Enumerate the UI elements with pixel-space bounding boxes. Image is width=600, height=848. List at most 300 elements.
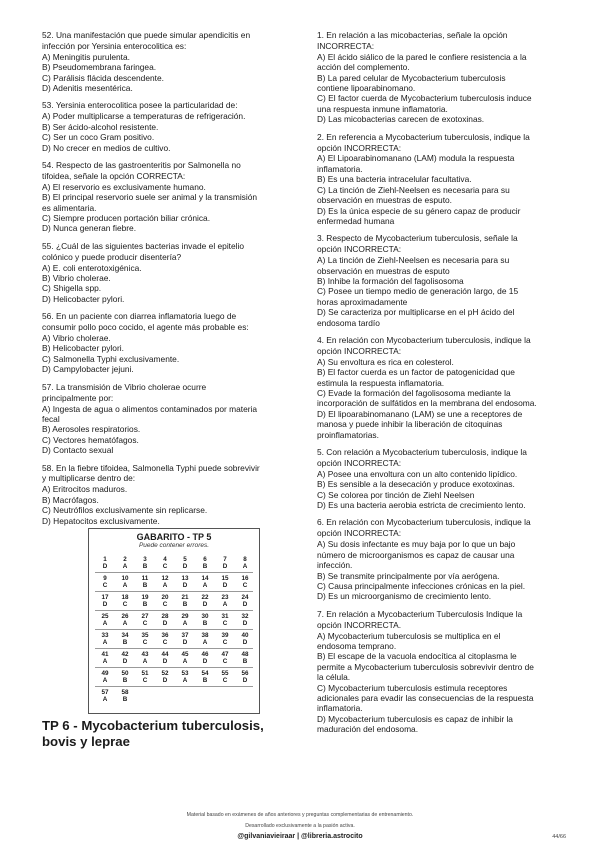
answer-option: A) El Lipoarabinomanano (LAM) modula la respuesta (317, 153, 515, 164)
answer-option: permite a Mycobacterium tuberculosis sobrevivir dentro de (317, 661, 534, 672)
answer-option: B) El escape de la vacuola endocítica al citoplasma le (317, 651, 517, 662)
answer-option: infección. (317, 560, 353, 571)
answer-key-number: 18 (121, 594, 129, 601)
question (317, 233, 575, 328)
answer-option: D) Mycobacterium tuberculosis es capaz de inhibir la (317, 713, 513, 724)
answer-option: D) Adenitis mesentérica. (42, 83, 133, 94)
answer-key-letter: A (122, 620, 128, 627)
answer-key-cell (135, 594, 155, 608)
right-column (317, 30, 575, 742)
answer-key-number: 32 (241, 613, 249, 620)
answer-key-number: 52 (161, 670, 169, 677)
answer-option: C) Ser un coco Gram positivo. (42, 132, 155, 143)
answer-key-number: 49 (101, 670, 109, 677)
answer-key-title: GABARITO - TP 5 (136, 532, 212, 542)
question (42, 160, 300, 234)
question-stem: infección por Yersinia enterocolitica es: (42, 40, 187, 51)
answer-key-number: 57 (101, 689, 109, 696)
answer-key-number: 6 (203, 556, 207, 563)
answer-key-number: 5 (183, 556, 187, 563)
answer-key-letter: A (142, 658, 148, 665)
answer-key-number: 43 (141, 651, 149, 658)
answer-key-number: 1 (103, 556, 107, 563)
answer-option: D) Helicobacter pylori. (42, 293, 125, 304)
answer-key-number: 16 (241, 575, 249, 582)
answer-option: D) Se caracteriza por multiplicarse en el pH ácido del (317, 307, 515, 318)
question-stem: 3. Respecto de Mycobacterium tuberculosis, señale la (317, 233, 518, 244)
answer-key-letter: A (122, 563, 128, 570)
answer-key-cell (215, 670, 235, 684)
question-stem: colónico y puede producir disentería? (42, 251, 182, 262)
answer-option: inflamatoria. (317, 163, 363, 174)
left-column (42, 30, 300, 533)
answer-key-letter: C (122, 601, 128, 608)
answer-key-divider (95, 572, 253, 573)
answer-key-number: 10 (121, 575, 129, 582)
answer-key-box (88, 528, 260, 714)
answer-option: B) Ser ácido-alcohol resistente. (42, 121, 159, 132)
answer-option: A) El reservorio es exclusivamente humano. (42, 181, 206, 192)
footer-social-handles: @gilvaniavieiraar | @libreria.astrocito (237, 833, 363, 840)
answer-key-number: 26 (121, 613, 129, 620)
answer-key-cell (175, 556, 195, 570)
answer-option: A) Su dosis infectante es muy baja por lo que un bajo (317, 539, 516, 550)
answer-key-cell (175, 575, 195, 589)
answer-key-number: 19 (141, 594, 149, 601)
answer-option: A) La tinción de Ziehl-Neelsen es necesaria para su (317, 255, 510, 266)
question (317, 609, 575, 735)
answer-key-cell (135, 651, 155, 665)
answer-key-number: 38 (201, 632, 209, 639)
answer-key-number: 8 (243, 556, 247, 563)
answer-key-number: 27 (141, 613, 149, 620)
answer-option: A) El ácido siálico de la pared le confiere resistencia a la (317, 51, 527, 62)
answer-key-divider (95, 629, 253, 630)
answer-key-cell (155, 556, 175, 570)
question-stem: INCORRECTA: (317, 40, 375, 51)
answer-key-cell (215, 632, 235, 646)
answer-key-letter: B (122, 639, 128, 646)
answer-key-letter: C (142, 639, 148, 646)
answer-key-number: 7 (223, 556, 227, 563)
answer-option: C) Posee un tiempo medio de generación largo, de 15 (317, 286, 519, 297)
answer-key-letter: B (122, 696, 128, 703)
answer-key-cell (135, 670, 155, 684)
answer-key-cell (155, 670, 175, 684)
answer-option: inflamatoria. (317, 703, 363, 714)
question (42, 30, 300, 93)
answer-key-cell (95, 632, 115, 646)
answer-key-letter: A (182, 677, 188, 684)
answer-key-letter: A (182, 620, 188, 627)
answer-key-letter: B (202, 620, 208, 627)
footer-note: Material basado en exámenes de años anteriores y preguntas complementarias de entrenamiento. (186, 812, 414, 818)
answer-option: B) Es sensible a la desecación y produce exotoxinas. (317, 479, 515, 490)
answer-option: D) Es la única especie de su género capaz de producir (317, 205, 521, 216)
answer-option: incorporación de sulfátidos en la membrana del endosoma. (317, 398, 537, 409)
answer-key-divider (95, 591, 253, 592)
answer-key-number: 55 (221, 670, 229, 677)
question-stem: 6. En relación con Mycobacterium tuberculosis, indique la (317, 517, 531, 528)
answer-option: D) El lipoarabinomanano (LAM) se une a receptores de (317, 408, 523, 419)
answer-key-number: 35 (141, 632, 149, 639)
answer-key-letter: A (102, 696, 108, 703)
answer-key-letter: B (202, 563, 208, 570)
question-stem: opción INCORRECTA: (317, 142, 402, 153)
answer-key-letter: A (102, 639, 108, 646)
answer-key-letter: B (182, 601, 188, 608)
question-stem: 56. En un paciente con diarrea inflamatoria luego de (42, 311, 237, 322)
question-stem: 52. Una manifestación que puede simular apendicitis en (42, 30, 251, 40)
answer-key-cell (155, 594, 175, 608)
answer-option: C) Causa principalmente infecciones crónicas en la piel. (317, 580, 526, 591)
answer-option: A) Su envoltura es rica en colesterol. (317, 356, 454, 367)
question-stem: principalmente por: (42, 392, 114, 403)
answer-option: adicionales para evadir las consecuencias de la respuesta (317, 692, 534, 703)
answer-option: D) Campylobacter jejuni. (42, 364, 134, 375)
answer-key-cell (235, 670, 255, 684)
answer-key-letter: C (222, 658, 228, 665)
answer-option: D) Contacto sexual (42, 445, 114, 456)
answer-key-letter: D (242, 677, 248, 684)
answer-key-letter: A (102, 658, 108, 665)
answer-key-letter: A (202, 582, 208, 589)
answer-key-cell (195, 556, 215, 570)
question-stem: opción INCORRECTA: (317, 457, 402, 468)
question-stem: tifoidea, señale la opción CORRECTA: (42, 170, 186, 181)
answer-option: B) Es una bacteria intracelular facultativa. (317, 174, 472, 185)
answer-key-number: 28 (161, 613, 169, 620)
answer-key-letter: C (222, 639, 228, 646)
answer-key-number: 48 (241, 651, 249, 658)
answer-key-letter: B (142, 563, 148, 570)
answer-key-number: 45 (181, 651, 189, 658)
answer-key-cell (135, 613, 155, 627)
answer-key-letter: C (222, 677, 228, 684)
answer-option: maduración del endosoma. (317, 724, 419, 735)
answer-key-cell (215, 556, 235, 570)
answer-key-cell (175, 632, 195, 646)
answer-key-letter: D (242, 639, 248, 646)
answer-option: endosoma tardío (317, 317, 380, 328)
question-stem: opción INCORRECTA: (317, 345, 402, 356)
answer-key-letter: C (142, 677, 148, 684)
answer-key-number: 58 (121, 689, 129, 696)
answer-option: A) E. coli enterotoxigénica. (42, 262, 142, 273)
answer-key-cell (235, 575, 255, 589)
answer-key-number: 23 (221, 594, 229, 601)
answer-key-number: 53 (181, 670, 189, 677)
question (42, 241, 300, 304)
answer-option: contiene lipoarabinomano. (317, 83, 416, 94)
question (42, 311, 300, 374)
section-title (42, 718, 302, 750)
answer-key-number: 9 (103, 575, 107, 582)
answer-key-letter: D (162, 620, 168, 627)
answer-key-letter: A (102, 677, 108, 684)
question-stem: 4. En relación con Mycobacterium tuberculosis, indique la (317, 334, 531, 345)
answer-key-number: 12 (161, 575, 169, 582)
answer-key-letter: C (142, 620, 148, 627)
answer-key-cell (215, 613, 235, 627)
answer-option: B) Macrófagos. (42, 494, 99, 505)
answer-key-cell (195, 651, 215, 665)
answer-key-divider (95, 667, 253, 668)
answer-key-cell (175, 670, 195, 684)
answer-option: A) Ingesta de agua o alimentos contaminados por materia (42, 403, 258, 414)
answer-option: A) Eritrocitos maduros. (42, 484, 128, 495)
answer-key-letter: C (102, 582, 108, 589)
answer-key-number: 42 (121, 651, 129, 658)
answer-key-cell (95, 556, 115, 570)
answer-key-letter: D (102, 601, 108, 608)
answer-key-letter: B (242, 658, 248, 665)
answer-option: C) Se colorea por tinción de Ziehl Neelsen (317, 489, 475, 500)
answer-key-number: 2 (123, 556, 127, 563)
answer-option: C) Neutrófilos exclusivamente sin replicarse. (42, 505, 208, 516)
answer-key-number: 3 (143, 556, 147, 563)
answer-key-letter: B (202, 677, 208, 684)
question (42, 463, 300, 526)
answer-option: número de microorganismos es capaz de causar una (317, 549, 515, 560)
answer-key-letter: A (122, 582, 128, 589)
answer-key-letter: C (222, 620, 228, 627)
answer-key-cell (195, 594, 215, 608)
answer-key-letter: A (182, 658, 188, 665)
answer-key-cell (175, 651, 195, 665)
answer-key-letter: D (182, 563, 188, 570)
answer-option: D) Nunca generan fiebre. (42, 223, 137, 234)
answer-option: estimula la respuesta inflamatoria. (317, 377, 445, 388)
answer-key-number: 21 (181, 594, 189, 601)
question (42, 382, 300, 456)
answer-key-cell (175, 594, 195, 608)
answer-key-letter: B (142, 601, 148, 608)
answer-key-cell (95, 594, 115, 608)
answer-key-number: 54 (201, 670, 209, 677)
answer-option: C) El factor cuerda de Mycobacterium tuberculosis induce (317, 93, 532, 104)
answer-key-letter: D (242, 601, 248, 608)
answer-key-letter: D (102, 563, 108, 570)
question-stem: 1. En relación a las micobacterias, señale la opción (317, 30, 508, 40)
answer-key-cell (155, 632, 175, 646)
answer-key-number: 31 (221, 613, 229, 620)
answer-key-number: 11 (141, 575, 149, 582)
answer-key-cell (115, 632, 135, 646)
answer-key-letter: A (242, 563, 248, 570)
answer-key-cell (235, 594, 255, 608)
answer-key-cell (135, 575, 155, 589)
section-title-line: bovis y leprae (42, 734, 130, 749)
answer-key-letter: D (162, 677, 168, 684)
answer-key-letter: D (182, 582, 188, 589)
answer-key-letter: C (162, 601, 168, 608)
answer-option: A) Poder multiplicarse a temperaturas de refrigeración. (42, 111, 246, 122)
answer-key-number: 22 (201, 594, 209, 601)
answer-option: C) Salmonella Typhi exclusivamente. (42, 353, 180, 364)
answer-key-cell (95, 613, 115, 627)
answer-option: endosoma temprano. (317, 640, 397, 651)
answer-key-number: 50 (121, 670, 129, 677)
answer-key-number: 17 (101, 594, 109, 601)
answer-option: D) Hepatocitos exclusivamente. (42, 515, 160, 526)
answer-option: observación en muestras de esputo. (317, 195, 453, 206)
answer-option: manosa y puede inhibir la liberación de citoquinas (317, 419, 503, 430)
answer-key-cell (215, 575, 235, 589)
question-stem: 55. ¿Cuál de las siguientes bacterias invade el epitelio (42, 240, 245, 251)
answer-key-cell (95, 670, 115, 684)
answer-key-divider (95, 648, 253, 649)
answer-key-cell (215, 594, 235, 608)
answer-option: D) No crecer en medios de cultivo. (42, 142, 171, 153)
answer-option: una respuesta inmune inflamatoria. (317, 103, 448, 114)
answer-key-letter: A (202, 639, 208, 646)
answer-key-number: 4 (163, 556, 167, 563)
question-stem: 58. En la fiebre tifoidea, Salmonella Typhi puede sobrevivir (42, 462, 260, 473)
answer-key-number: 40 (241, 632, 249, 639)
answer-option: A) Posee una envoltura con un alto contenido lipídico. (317, 468, 518, 479)
answer-key-number: 14 (201, 575, 209, 582)
answer-key-letter: D (222, 582, 228, 589)
answer-option: B) Aerosoles respiratorios. (42, 424, 141, 435)
question-stem: 7. En relación a Mycobacterium Tuberculosis Indique la (317, 608, 523, 619)
answer-key-cell (155, 613, 175, 627)
answer-key-letter: C (162, 563, 168, 570)
question (42, 100, 300, 153)
answer-option: B) El principal reservorio suele ser animal y la transmisión (42, 192, 258, 203)
section-title-line: TP 6 - Mycobacterium tuberculosis, (42, 718, 264, 733)
answer-option: D) Es un microorganismo de crecimiento lento. (317, 591, 492, 602)
answer-key-letter: D (182, 639, 188, 646)
answer-option: B) Helicobacter pylori. (42, 343, 124, 354)
answer-key-cell (115, 670, 135, 684)
answer-key-number: 46 (201, 651, 209, 658)
answer-key-number: 44 (161, 651, 169, 658)
answer-option: A) Meningitis purulenta. (42, 51, 130, 62)
answer-option: fecal (42, 413, 60, 424)
answer-option: B) Se transmite principalmente por vía aerógena. (317, 570, 500, 581)
answer-key-letter: A (102, 620, 108, 627)
answer-key-number: 15 (221, 575, 229, 582)
question (317, 447, 575, 510)
answer-key-number: 29 (181, 613, 189, 620)
answer-option: B) Pseudomembrana faringea. (42, 62, 157, 73)
answer-option: horas aproximadamente (317, 296, 408, 307)
answer-key-letter: B (142, 582, 148, 589)
answer-key-number: 41 (101, 651, 109, 658)
answer-key-cell (95, 689, 115, 703)
answer-key-number: 51 (141, 670, 149, 677)
answer-key-letter: C (242, 582, 248, 589)
answer-key-cell (235, 632, 255, 646)
answer-key-cell (135, 556, 155, 570)
answer-key-cell (175, 613, 195, 627)
answer-key-number: 47 (221, 651, 229, 658)
question (317, 335, 575, 440)
answer-key-subtitle: Puede contener errores. (138, 542, 210, 549)
answer-key-cell (115, 689, 135, 703)
answer-option: A) Vibrio cholerae. (42, 333, 111, 344)
answer-key-number: 34 (121, 632, 129, 639)
answer-key-number: 20 (161, 594, 169, 601)
answer-key-cell (115, 575, 135, 589)
question-stem: opción INCORRECTA: (317, 244, 402, 255)
answer-key-cell (155, 651, 175, 665)
answer-key-cell (195, 632, 215, 646)
answer-key-number: 24 (241, 594, 249, 601)
answer-key-cell (195, 575, 215, 589)
answer-option: la célula. (317, 672, 351, 683)
answer-key-cell (235, 651, 255, 665)
question-stem: 5. Con relación a Mycobacterium tuberculosis, indique la (317, 447, 527, 458)
answer-key-cell (135, 632, 155, 646)
answer-key-divider (95, 610, 253, 611)
answer-option: acción del complemento. (317, 62, 410, 73)
footer-note-2: Desarrollado exclusivamente a la pasión activa. (245, 823, 355, 829)
answer-key-letter: A (162, 582, 168, 589)
answer-key-cell (115, 651, 135, 665)
question (317, 30, 575, 125)
answer-option: enfermedad humana (317, 215, 395, 226)
answer-key-cell (115, 594, 135, 608)
answer-option: C) Evade la formación del fagolisosoma mediante la (317, 388, 511, 398)
answer-key-letter: A (222, 601, 228, 608)
answer-key-cell (115, 556, 135, 570)
answer-key-number: 33 (101, 632, 109, 639)
answer-key-cell (95, 651, 115, 665)
answer-option: C) Shigella spp. (42, 283, 102, 294)
question (317, 517, 575, 601)
question (317, 132, 575, 227)
answer-key-cell (235, 556, 255, 570)
question-stem: opción INCORRECTA: (317, 528, 402, 539)
answer-key-cell (195, 670, 215, 684)
answer-key-letter: C (162, 639, 168, 646)
page-number: 44/66 (552, 834, 566, 840)
answer-option: D) Las micobacterias carecen de exotoxinas. (317, 114, 485, 125)
answer-option: C) Vectores hematófagos. (42, 434, 139, 445)
answer-key-letter: D (162, 658, 168, 665)
answer-option: A) Mycobacterium tuberculosis se multiplica en el (317, 630, 501, 641)
question-stem: 2. En referencia a Mycobacterium tuberculosis, indique la (317, 131, 530, 142)
answer-key-number: 13 (181, 575, 189, 582)
question-stem: consumir pollo poco cocido, el agente más probable es: (42, 322, 249, 333)
question-stem: 57. La transmisión de Vibrio cholerae ocurre (42, 381, 207, 392)
answer-key-cell (195, 613, 215, 627)
answer-key-letter: D (202, 658, 208, 665)
answer-option: C) Parálisis flácida descendente. (42, 72, 164, 83)
answer-key-letter: D (242, 620, 248, 627)
answer-key-letter: D (222, 563, 228, 570)
answer-key-letter: D (202, 601, 208, 608)
answer-option: C) La tinción de Ziehl-Neelsen es necesaria para su (317, 184, 510, 195)
answer-option: B) Inhibe la formación del fagolisosoma (317, 275, 464, 286)
answer-option: proinflamatorias. (317, 429, 379, 440)
answer-option: B) Vibrio cholerae. (42, 273, 111, 284)
answer-option: B) La pared celular de Mycobacterium tuberculosis (317, 72, 506, 83)
answer-key-cell (155, 575, 175, 589)
answer-key-number: 56 (241, 670, 249, 677)
answer-key-cell (95, 575, 115, 589)
question-stem: y multiplicarse dentro de: (42, 473, 136, 484)
answer-key-number: 25 (101, 613, 109, 620)
question-stem: opción INCORRECTA. (317, 619, 402, 630)
answer-option: es alimentaria. (42, 202, 97, 213)
answer-key-cell (115, 613, 135, 627)
answer-key-divider (95, 686, 253, 687)
answer-key-number: 36 (161, 632, 169, 639)
answer-option: B) El factor cuerda es un factor de patogenicidad que (317, 367, 515, 378)
